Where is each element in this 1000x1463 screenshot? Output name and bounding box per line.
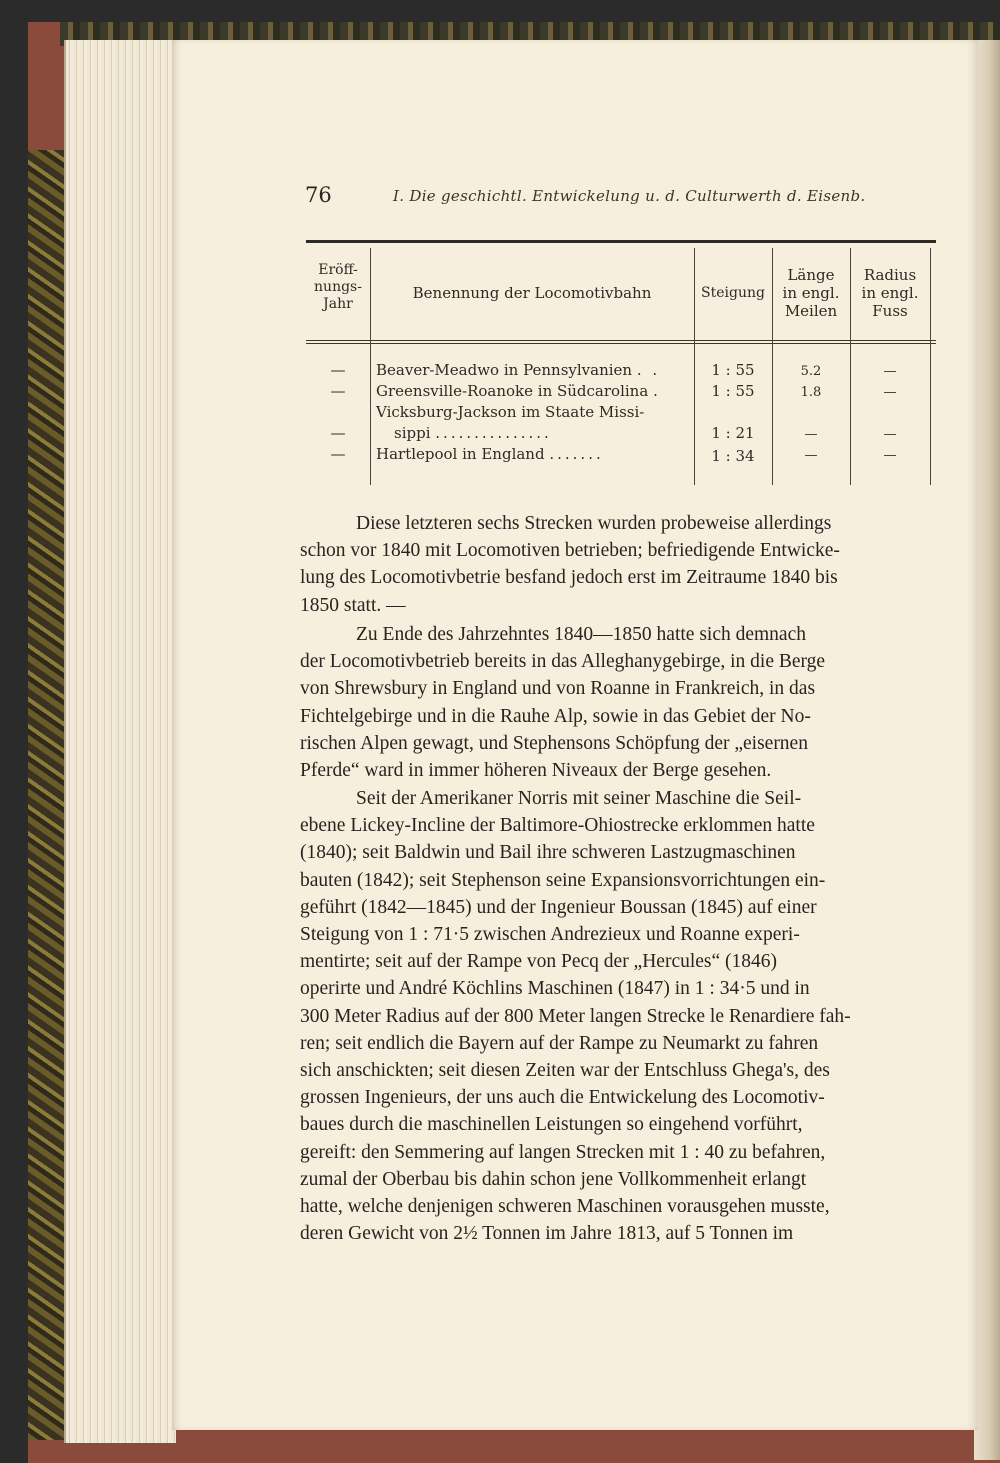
text-line: 1850 statt. — <box>300 594 406 616</box>
column-divider <box>930 248 931 485</box>
cell-gradient: 1 : 55 <box>711 361 755 379</box>
paragraph-3 <box>300 785 930 1247</box>
text-line: 300 Meter Radius auf der 800 Meter langen Strecke le Renardiere fah- <box>300 1005 851 1027</box>
page-stack <box>64 40 176 1443</box>
header-year-line: Eröff- <box>318 262 358 278</box>
cell-name-text: Hartlepool in England <box>376 445 545 463</box>
cell-gradient: 1 : 21 <box>711 424 755 442</box>
text-line: geführt (1842—1845) und der Ingenieur Boussan (1845) auf einer <box>300 896 817 918</box>
text-line: Fichtelgebirge und in die Rauhe Alp, sowie in das Gebiet der No- <box>300 705 811 727</box>
cell-length: — <box>804 448 818 463</box>
cell-name <box>376 444 604 464</box>
header-radius <box>850 266 930 320</box>
text-line: baues durch die maschinellen Leistungen so eingehend vorführt, <box>300 1114 803 1136</box>
header-length-line: in engl. <box>782 284 840 302</box>
table-header-rule <box>306 340 936 344</box>
paragraph-2 <box>300 621 930 784</box>
header-radius-line: Radius <box>863 266 917 284</box>
cell-radius: — <box>883 427 897 442</box>
header-radius-line: in engl. <box>861 284 919 302</box>
header-year-line: Jahr <box>323 296 353 312</box>
cell-radius: — <box>883 448 897 463</box>
dot-leader: ....... <box>549 445 604 463</box>
text-line: zumal der Oberbau bis dahin schon jene Vollkommenheit erlangt <box>300 1168 807 1190</box>
text-line: Steigung von 1 : 71·5 zwischen Andrezieux und Roanne experi- <box>300 924 800 946</box>
cell-length: 5.2 <box>800 364 822 379</box>
text-line: rischen Alpen gewagt, und Stephensons Schöpfung der „eisernen <box>300 732 808 754</box>
text-line: deren Gewicht von 2½ Tonnen im Jahre 1813, auf 5 Tonnen im <box>300 1223 794 1245</box>
cell-radius: — <box>883 385 897 400</box>
table-top-rule <box>306 240 936 243</box>
cell-name: Vicksburg-Jackson im Staate Missi- <box>376 403 645 421</box>
header-length-line: Länge <box>787 266 835 284</box>
text-line: (1840); seit Baldwin und Bail ihre schweren Lastzugmaschinen <box>300 842 796 864</box>
header-name: Benennung der Locomotivbahn <box>412 284 652 302</box>
text-line: ren; seit endlich die Bayern auf der Rampe zu Neumarkt zu fahren <box>300 1032 819 1054</box>
cell-length: 1.8 <box>800 385 822 400</box>
text-line: ebene Lickey-Incline der Baltimore-Ohiostrecke erklommen hatte <box>300 815 815 837</box>
cell-name-continued <box>394 423 552 443</box>
text-line: gereift: den Semmering auf langen Strecken mit 1 : 40 zu befahren, <box>300 1141 826 1163</box>
header-radius-line: Fuss <box>872 302 908 320</box>
text-line: sich anschickten; seit diesen Zeiten war der Entschluss Ghega's, des <box>300 1060 830 1082</box>
text-line: Pferde“ ward in immer höheren Niveaux der Berge gesehen. <box>300 760 772 782</box>
text-line: lung des Locomotivbetrie besfand jedoch erst im Zeitraume 1840 bis <box>300 567 838 589</box>
cell-name <box>376 381 661 401</box>
text-line: grossen Ingenieurs, der uns auch die Entwickelung des Locomotiv- <box>300 1087 825 1109</box>
text-line: bauten (1842); seit Stephenson seine Expansionsvorrichtungen ein- <box>300 869 826 891</box>
text-line: mentirte; seit auf der Rampe von Pecq der „Hercules“ (1846) <box>300 951 778 973</box>
header-length <box>772 266 850 320</box>
text-line: Diese letzteren sechs Strecken wurden probeweise allerdings <box>356 513 832 534</box>
cell-year: — <box>330 424 346 442</box>
text-line: Zu Ende des Jahrzehntes 1840—1850 hatte sich demnach <box>356 624 806 645</box>
paragraph-1 <box>300 510 930 619</box>
cell-name <box>376 360 660 380</box>
cell-gradient: 1 : 34 <box>711 447 755 465</box>
cell-radius: — <box>883 364 897 379</box>
header-year <box>306 262 370 313</box>
cell-name-text: sippi <box>394 424 431 442</box>
header-gradient: Steigung <box>701 285 765 301</box>
page-number: 76 <box>305 183 332 207</box>
text-line: operirte und André Köchlins Maschinen (1847) in 1 : 34·5 und in <box>300 978 810 1000</box>
cell-year: — <box>330 361 346 379</box>
cell-gradient: 1 : 55 <box>711 382 755 400</box>
text-line: der Locomotivbetrieb bereits in das Alleghanygebirge, in die Berge <box>300 651 826 673</box>
text-line: schon vor 1840 mit Locomotiven betrieben; befriedigende Entwicke- <box>300 540 840 562</box>
dot-leader: . <box>653 382 661 400</box>
text-line: von Shrewsbury in England und von Roanne in Frankreich, in das <box>300 678 816 700</box>
cell-length: — <box>804 427 818 442</box>
header-year-line: nungs- <box>314 279 362 295</box>
text-line: Seit der Amerikaner Norris mit seiner Maschine die Seil- <box>356 788 802 809</box>
cell-year: — <box>330 445 346 463</box>
cell-name-text: Greensville-Roanoke in Südcarolina <box>376 382 649 400</box>
cell-name-text: Beaver-Meadwo in Pennsylvanien <box>376 361 633 379</box>
dot-leader: . . <box>636 361 661 379</box>
text-line: hatte, welche denjenigen schweren Maschinen vorausgehen musste, <box>300 1196 830 1218</box>
dot-leader: ............... <box>435 424 552 442</box>
running-head: I. Die geschichtl. Entwickelung u. d. Culturwerth d. Eisenb. <box>393 187 866 205</box>
header-length-line: Meilen <box>784 302 838 320</box>
railway-table <box>306 240 936 485</box>
cell-year: — <box>330 382 346 400</box>
